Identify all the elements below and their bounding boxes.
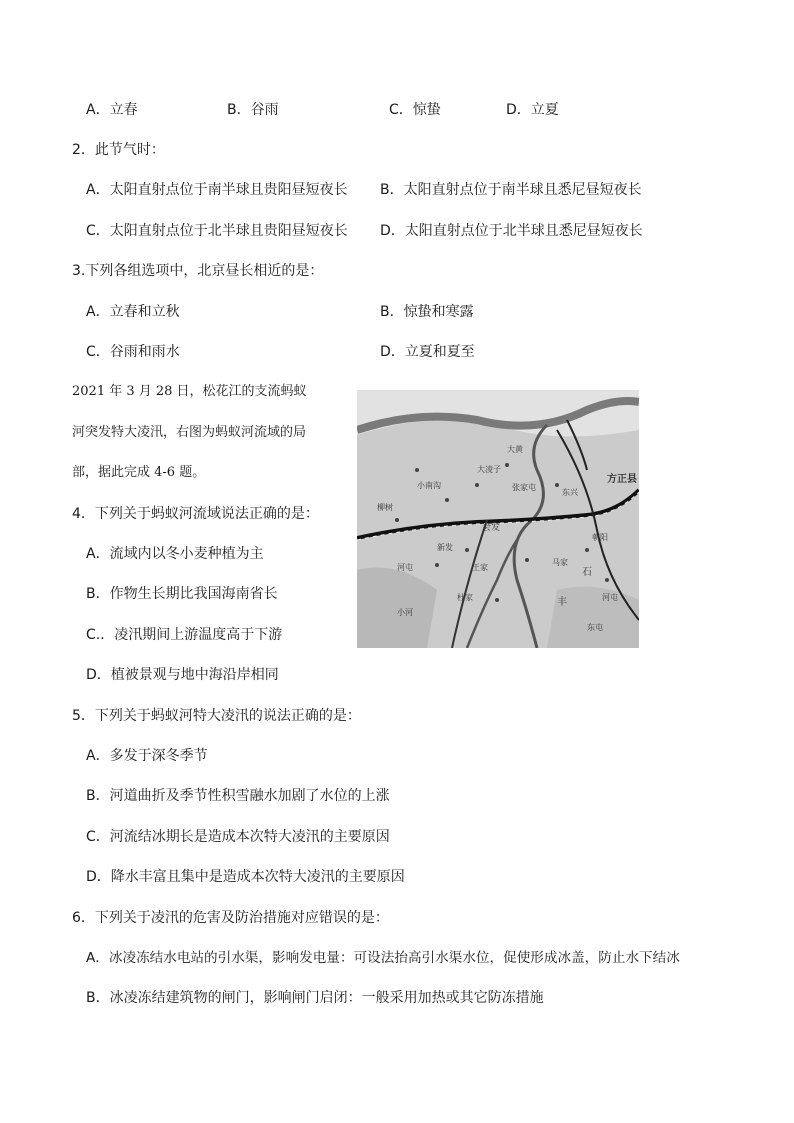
q4-option-b: B．作物生长期比我国海南省长: [86, 586, 278, 602]
map-label-12: 朝阳: [592, 533, 608, 542]
q1-option-b: B．谷雨: [227, 102, 279, 118]
q6-option-b: B．冰凌冻结建筑物的闸门，影响闸门启闭：一般采用加热或其它防冻措施: [86, 990, 544, 1006]
map-label-13: 丰: [557, 597, 567, 608]
map-label-9: 王家: [472, 563, 488, 572]
q6-stem: 6．下列关于凌汛的危害及防治措施对应错误的是：: [72, 910, 389, 926]
q6-option-a: A．冰凌冻结水电站的引水渠，影响发电量：可设法抬高引水渠水位，促使形成冰盖，防止水下结冰: [86, 950, 680, 966]
map-label-0: 方正县: [607, 474, 637, 485]
map-label-14: 石: [582, 567, 592, 578]
q5-option-a: A．多发于深冬季节: [86, 748, 208, 764]
map-label-16: 杜家: [457, 593, 473, 602]
q5-option-c: C．河流结冰期长是造成本次特大凌汛的主要原因: [86, 829, 390, 845]
map-label-11: 会发: [482, 523, 501, 533]
river-basin-map: [357, 390, 639, 648]
q2-stem: 2．此节气时：: [72, 142, 165, 158]
map-drawing: [357, 390, 639, 648]
q2-option-d: D．太阳直射点位于北半球且悉尼昼短夜长: [380, 223, 643, 239]
map-label-1: 大凌子: [477, 465, 501, 474]
map-label-4: 大黄: [507, 445, 523, 454]
q4-stem: 4．下列关于蚂蚁河流域说法正确的是：: [72, 506, 319, 522]
intro-line-1: 2021 年 3 月 28 日，松花江的支流蚂蚁: [72, 384, 307, 399]
map-label-3: 柳树: [377, 503, 393, 512]
map-label-17: 小河: [397, 608, 413, 617]
q3-stem: 3.下列各组选项中，北京昼长相近的是：: [72, 263, 324, 279]
map-label-5: 张家屯: [512, 483, 536, 492]
q2-option-a: A．太阳直射点位于南半球且贵阳昼短夜长: [86, 182, 348, 198]
q5-option-d: D．降水丰富且集中是造成本次特大凌汛的主要原因: [86, 869, 405, 885]
map-label-6: 东兴: [562, 488, 578, 497]
q2-options-row2: [86, 221, 726, 241]
map-label-7: 新发: [437, 543, 453, 552]
map-label-2: 小南沟: [417, 481, 441, 490]
q3-option-d: D．立夏和夏至: [380, 344, 475, 360]
q2-option-c: C．太阳直射点位于北半球且贵阳昼短夜长: [86, 223, 348, 239]
q5-option-b: B．河道曲折及季节性积雪融水加剧了水位的上涨: [86, 788, 390, 804]
q4-option-c: C.．凌汛期间上游温度高于下游: [86, 627, 283, 643]
map-label-10: 马家: [552, 558, 568, 567]
q2-option-b: B．太阳直射点位于南半球且悉尼昼短夜长: [380, 182, 642, 198]
map-label-8: 河屯: [397, 563, 413, 572]
q4-option-a: A．流域内以冬小麦种植为主: [86, 546, 264, 562]
q3-options-row1: [86, 302, 726, 322]
q4-option-d: D．植被景观与地中海沿岸相同: [86, 667, 279, 683]
q3-options-row2: [86, 342, 726, 362]
q3-option-a: A．立春和立秋: [86, 304, 180, 320]
q1-options: [86, 100, 726, 120]
q2-options-row1: [86, 180, 726, 200]
q3-option-c: C．谷雨和雨水: [86, 344, 180, 360]
map-label-15: 河屯: [602, 593, 618, 602]
intro-line-2: 河突发特大凌汛，右图为蚂蚁河流域的局: [72, 425, 307, 440]
map-label-18: 东屯: [587, 623, 603, 632]
intro-line-3: 部，据此完成 4-6 题。: [72, 465, 206, 480]
q5-stem: 5．下列关于蚂蚁河特大凌汛的说法正确的是：: [72, 708, 361, 724]
q1-option-a: A．立春: [86, 102, 138, 118]
map-southeast-hills: [547, 587, 639, 648]
q3-option-b: B．惊蛰和寒露: [380, 304, 474, 320]
q1-option-d: D．立夏: [506, 102, 559, 118]
q1-option-c: C．惊蛰: [389, 102, 441, 118]
